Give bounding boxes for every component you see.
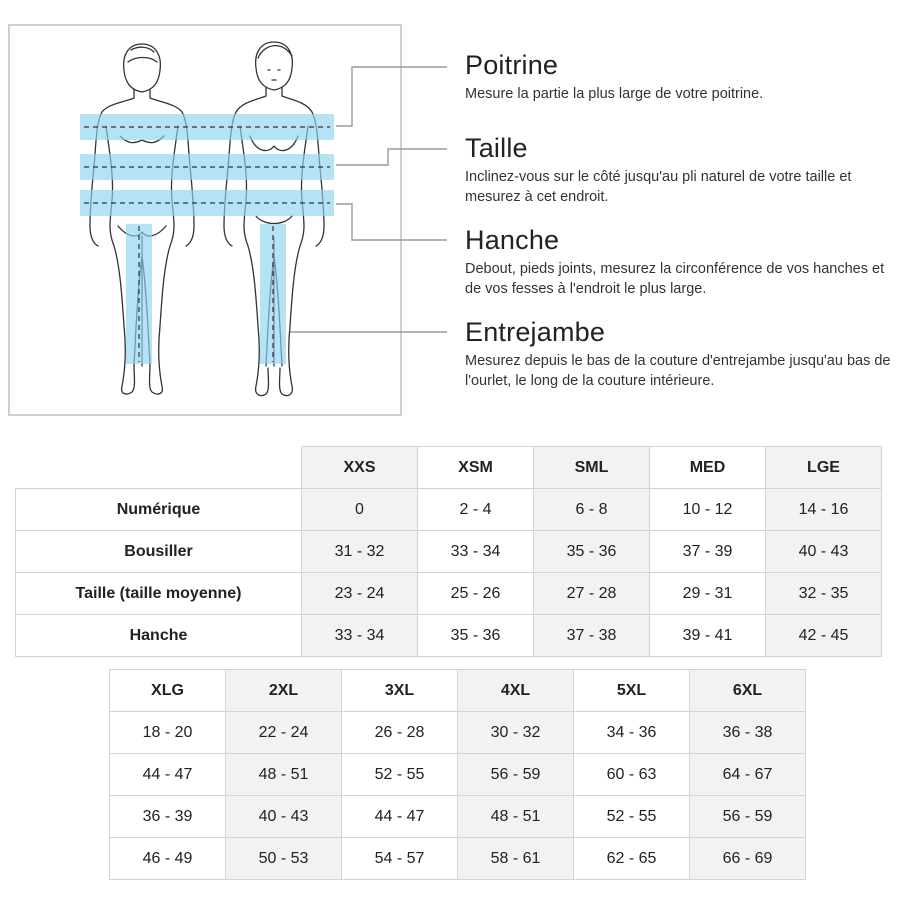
table-cell: 2 - 4 (418, 489, 534, 531)
table-cell: 36 - 39 (110, 796, 226, 838)
table-cell: 23 - 24 (302, 573, 418, 615)
table-cell: 22 - 24 (226, 712, 342, 754)
table-cell: 56 - 59 (458, 754, 574, 796)
table-cell: 37 - 38 (534, 615, 650, 657)
table-cell: 33 - 34 (418, 531, 534, 573)
table-cell: 39 - 41 (650, 615, 766, 657)
size-header: XSM (418, 447, 534, 489)
size-header: 4XL (458, 670, 574, 712)
table-cell: 18 - 20 (110, 712, 226, 754)
size-table-primary (15, 446, 882, 657)
size-table-extended (109, 669, 806, 880)
table-row (110, 838, 806, 880)
table-cell: 48 - 51 (458, 796, 574, 838)
measure-entrejambe (465, 317, 895, 391)
table-cell: 44 - 47 (110, 754, 226, 796)
table-row (110, 712, 806, 754)
table-cell: 44 - 47 (342, 796, 458, 838)
table-cell: 60 - 63 (574, 754, 690, 796)
size-header: 3XL (342, 670, 458, 712)
table-cell: 0 (302, 489, 418, 531)
size-header: SML (534, 447, 650, 489)
table-row (110, 796, 806, 838)
table-cell: 34 - 36 (574, 712, 690, 754)
row-label: Taille (taille moyenne) (16, 573, 302, 615)
table-header-row (110, 670, 806, 712)
row-label: Numérique (16, 489, 302, 531)
table-cell: 26 - 28 (342, 712, 458, 754)
table-row (16, 615, 882, 657)
measure-description: Debout, pieds joints, mesurez la circonférence de vos hanches et de vos fesses à l'endroit le plus large. (465, 261, 885, 297)
row-label: Hanche (16, 615, 302, 657)
table-row (16, 573, 882, 615)
table-cell: 56 - 59 (690, 796, 806, 838)
table-cell: 29 - 31 (650, 573, 766, 615)
measure-description: Mesurez depuis le bas de la couture d'entrejambe jusqu'au bas de l'ourlet, le long de la couture intérieure. (465, 353, 891, 389)
table-cell: 30 - 32 (458, 712, 574, 754)
size-header: MED (650, 447, 766, 489)
measure-hanche (465, 225, 895, 299)
size-header: XXS (302, 447, 418, 489)
table-cell: 52 - 55 (342, 754, 458, 796)
body-figures-svg (10, 26, 402, 416)
size-header: 2XL (226, 670, 342, 712)
table-cell: 42 - 45 (766, 615, 882, 657)
table-cell: 27 - 28 (534, 573, 650, 615)
table-cell: 46 - 49 (110, 838, 226, 880)
size-header: LGE (766, 447, 882, 489)
table-corner (16, 447, 302, 489)
table-cell: 58 - 61 (458, 838, 574, 880)
measurement-bands (80, 114, 334, 364)
measure-poitrine (465, 50, 895, 104)
measure-title: Entrejambe (465, 317, 606, 347)
table-row (16, 489, 882, 531)
table-cell: 6 - 8 (534, 489, 650, 531)
table-cell: 10 - 12 (650, 489, 766, 531)
table-cell: 62 - 65 (574, 838, 690, 880)
size-header: 6XL (690, 670, 806, 712)
table-cell: 50 - 53 (226, 838, 342, 880)
table-cell: 32 - 35 (766, 573, 882, 615)
table-cell: 40 - 43 (766, 531, 882, 573)
table-header-row (16, 447, 882, 489)
table-row (110, 754, 806, 796)
table-cell: 37 - 39 (650, 531, 766, 573)
table-cell: 52 - 55 (574, 796, 690, 838)
table-cell: 25 - 26 (418, 573, 534, 615)
table-cell: 14 - 16 (766, 489, 882, 531)
table-cell: 64 - 67 (690, 754, 806, 796)
measure-taille (465, 133, 895, 207)
measure-description: Mesure la partie la plus large de votre poitrine. (465, 86, 764, 102)
table-cell: 33 - 34 (302, 615, 418, 657)
measure-title: Poitrine (465, 50, 559, 80)
measure-description: Inclinez-vous sur le côté jusqu'au pli naturel de votre taille et mesurez à cet endroit. (465, 169, 852, 205)
measure-title: Taille (465, 133, 528, 163)
table-cell: 48 - 51 (226, 754, 342, 796)
table-cell: 66 - 69 (690, 838, 806, 880)
table-cell: 54 - 57 (342, 838, 458, 880)
table-cell: 31 - 32 (302, 531, 418, 573)
size-header: 5XL (574, 670, 690, 712)
table-cell: 35 - 36 (534, 531, 650, 573)
table-cell: 35 - 36 (418, 615, 534, 657)
body-illustration (8, 24, 402, 416)
table-cell: 40 - 43 (226, 796, 342, 838)
table-cell: 36 - 38 (690, 712, 806, 754)
row-label: Bousiller (16, 531, 302, 573)
measure-title: Hanche (465, 225, 560, 255)
size-header: XLG (110, 670, 226, 712)
table-row (16, 531, 882, 573)
